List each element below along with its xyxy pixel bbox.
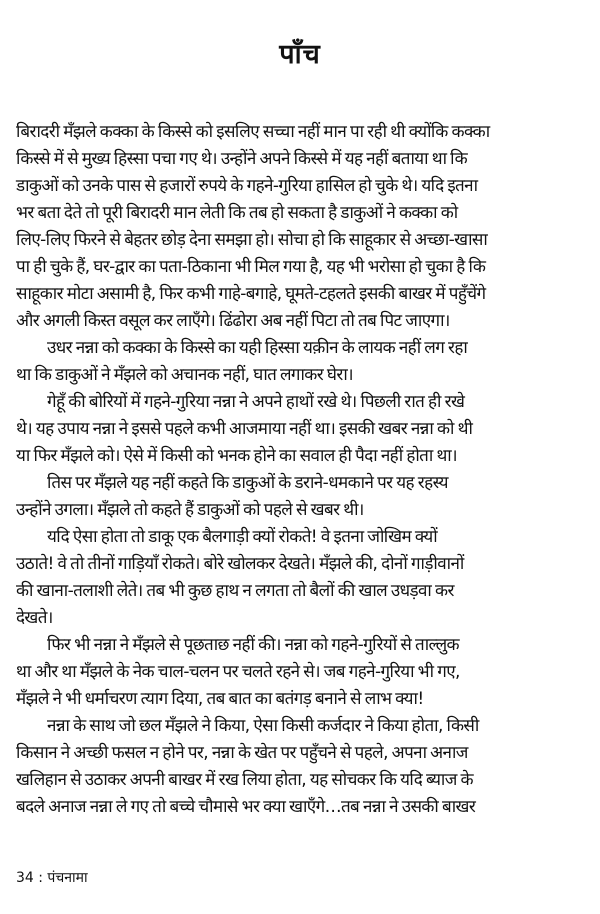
text-line: देखते। [16,608,53,628]
text-line: बिरादरी मँझले कक्का के किस्से को इसलिए सच्चा नहीं मान पा रही थी क्योंकि कक्का [16,122,490,142]
text-line: थे। यह उपाय नन्ना ने इससे पहले कभी आजमाया नहीं था। इसकी खबर नन्ना को थी [16,419,473,439]
text-line: नन्ना के साथ जो छल मँझले ने किया, ऐसा किसी कर्जदार ने किया होता, किसी [47,716,479,736]
text-line: किस्से में से मुख्य हिस्सा पचा गए थे। उन्होंने अपने किस्से में यह नहीं बताया था कि [16,149,468,169]
text-line: उठाते! वे तो तीनों गाड़ियाँ रोकते। बोरे खोलकर देखते। मँझले की, दोनों गाड़ीवानों [16,554,464,574]
text-line: था कि डाकुओं ने मँझले को अचानक नहीं, घात लगाकर घेरा। [16,365,353,385]
text-line: या फिर मँझले को। ऐसे में किसी को भनक होने का सवाल ही पैदा नहीं होता था। [16,446,457,466]
text-line: खलिहान से उठाकर अपनी बाखर में रख लिया होता, यह सोचकर कि यदि ब्याज के [16,770,474,790]
text-line: तिस पर मँझले यह नहीं कहते कि डाकुओं के डराने-धमकाने पर यह रहस्य [47,473,448,493]
text-line: डाकुओं को उनके पास से हजारों रुपये के गहने-गुरिया हासिल हो चुके थे। यदि इतना [16,176,478,196]
text-line: की खाना-तलाशी लेते। तब भी कुछ हाथ न लगता तो बैलों की खाल उधड़वा कर [16,581,454,601]
page-footer: 34 : पंचनामा [16,870,88,886]
body-text [16,119,586,821]
text-line: पा ही चुके हैं, घर-द्वार का पता-ठिकाना भी मिल गया है, यह भी भरोसा हो चुका है कि [16,257,486,277]
text-line: लिए-लिए फिरने से बेहतर छोड़ देना समझा हो। सोचा हो कि साहूकार से अच्छा-खासा [16,230,488,250]
text-line: किसान ने अच्छी फसल न होने पर, नन्ना के खेत पर पहुँचने से पहले, अपना अनाज [16,743,468,763]
text-line: फिर भी नन्ना ने मँझले से पूछताछ नहीं की। नन्ना को गहने-गुरियों से ताल्लुक [47,635,459,655]
text-line: था और था मँझले के नेक चाल-चलन पर चलते रहने से। जब गहने-गुरिया भी गए, [16,662,460,682]
text-line: गेहूँ की बोरियों में गहने-गुरिया नन्ना ने अपने हाथों रखे थे। पिछली रात ही रखे [47,392,465,412]
text-line: साहूकार मोटा असामी है, फिर कभी गाहे-बगाहे, घूमते-टहलते इसकी बाखर में पहुँचेंगे [16,284,486,304]
text-line: उन्होंने उगला। मँझले तो कहते हैं डाकुओं को पहले से खबर थी। [16,500,364,520]
text-line: और अगली किस्त वसूल कर लाएँगे। ढिंढोरा अब नहीं पिटा तो तब पिट जाएगा। [16,311,450,331]
text-line: यदि ऐसा होता तो डाकू एक बैलगाड़ी क्यों रोकते! वे इतना जोखिम क्यों [47,527,438,547]
text-line: उधर नन्ना को कक्का के किस्से का यही हिस्सा यक़ीन के लायक नहीं लग रहा [47,338,468,358]
text-line: बदले अनाज नन्ना ले गए तो बच्चे चौमासे भर क्या खाएँगे…तब नन्ना ने उसकी बाखर [16,797,476,817]
chapter-title: पाँच [279,39,321,70]
text-line: भर बता देते तो पूरी बिरादरी मान लेती कि तब हो सकता है डाकुओं ने कक्का को [16,203,458,223]
text-line: मँझले ने भी धर्माचरण त्याग दिया, तब बात का बतंगड़ बनाने से लाभ क्या! [16,689,424,709]
